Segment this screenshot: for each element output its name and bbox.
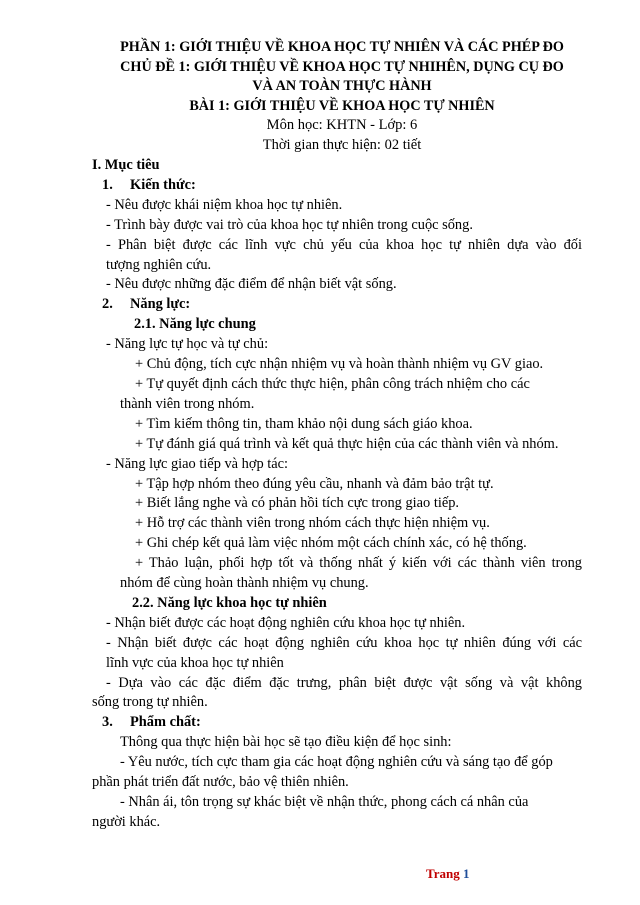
list-item: - Nêu được khái niệm khoa học tự nhiên. [106, 196, 343, 213]
list-item: + Hỗ trợ các thành viên trong nhóm cách thực hiện nhiệm vụ. [135, 515, 490, 532]
list-item: - Trình bày được vai trò của khoa học tự nhiên trong cuộc sống. [106, 216, 473, 233]
list-item: + Ghi chép kết quả làm việc nhóm một cách chính xác, có hệ thống. [135, 535, 527, 552]
list-item: + Chủ động, tích cực nhận nhiệm vụ và hoàn thành nhiệm vụ GV giao. [135, 356, 544, 373]
subsection-heading [92, 176, 582, 196]
subsection-title: Phẩm chất: [130, 714, 201, 731]
list-item: + Thảo luận, phối hợp tốt và thống nhất ý kiến với các thành viên trong [135, 555, 582, 572]
list-item: - Yêu nước, tích cực tham gia các hoạt động nghiên cứu và sáng tạo để góp [120, 754, 553, 771]
subsection-number: 2. [102, 296, 113, 313]
list-item: + Tự quyết định cách thức thực hiện, phân công trách nhiệm cho các [135, 375, 530, 392]
subsection-number: 1. [102, 176, 113, 193]
subject-line: Môn học: KHTN - Lớp: 6 [266, 117, 418, 133]
page-number: 1 [462, 866, 470, 881]
list-item: + Tự đánh giá quá trình và kết quả thực hiện của các thành viên và nhóm. [135, 435, 559, 452]
paragraph: Thông qua thực hiện bài học sẽ tạo điều kiện để học sinh: [120, 734, 452, 751]
topic-title-cont: VÀ AN TOÀN THỰC HÀNH [252, 78, 432, 94]
list-item: - Nhận biết được các hoạt động nghiên cứu khoa học tự nhiên đúng với các [106, 634, 582, 651]
duration-line: Thời gian thực hiện: 02 tiết [262, 136, 422, 153]
page-footer [426, 866, 469, 882]
subsubsection-heading: 2.2. Năng lực khoa học tự nhiên [132, 594, 327, 611]
section-heading: I. Mục tiêu [92, 157, 160, 173]
lesson-title: BÀI 1: GIỚI THIỆU VỀ KHOA HỌC TỰ NHIÊN [189, 97, 495, 114]
list-item: - Nêu được những đặc điểm để nhận biết vật sống. [106, 276, 397, 293]
subsection-heading [92, 295, 582, 315]
page-label: Trang [426, 866, 460, 881]
list-item-cont: sống trong tự nhiên. [92, 694, 208, 711]
list-item: - Năng lực giao tiếp và hợp tác: [106, 455, 289, 472]
list-item-cont: người khác. [92, 813, 161, 830]
list-item-cont: phần phát triển đất nước, bảo vệ thiên nhiên. [92, 774, 349, 791]
list-item: - Dựa vào các đặc điểm đặc trưng, phân biệt được vật sống và vật không [106, 674, 582, 691]
subsection-title: Kiến thức: [130, 176, 196, 193]
subsection-heading [92, 713, 582, 733]
list-item: + Tìm kiếm thông tin, tham khảo nội dung sách giáo khoa. [135, 415, 473, 432]
topic-title: CHỦ ĐỀ 1: GIỚI THIỆU VỀ KHOA HỌC TỰ NHIHÊN, DỤNG CỤ ĐO [120, 58, 564, 75]
subsection-number: 3. [102, 714, 113, 731]
document-body [92, 156, 582, 833]
list-item-cont: lĩnh vực của khoa học tự nhiên [106, 654, 284, 671]
subsubsection-heading: 2.1. Năng lực chung [134, 316, 256, 333]
list-item: + Biết lắng nghe và có phản hồi tích cực trong giao tiếp. [135, 495, 460, 512]
list-item-cont: thành viên trong nhóm. [120, 395, 255, 412]
subsection-title: Năng lực: [130, 296, 191, 313]
list-item: - Năng lực tự học và tự chủ: [106, 336, 269, 353]
list-item-cont: tượng nghiên cứu. [106, 256, 212, 273]
list-item: + Tập hợp nhóm theo đúng yêu cầu, nhanh và đảm bảo trật tự. [135, 475, 494, 492]
document-header [104, 38, 580, 155]
list-item: - Phân biệt được các lĩnh vực chủ yếu của khoa học tự nhiên dựa vào đối [106, 236, 582, 253]
list-item: - Nhận biết được các hoạt động nghiên cứu khoa học tự nhiên. [106, 614, 466, 631]
list-item-cont: nhóm để cùng hoàn thành nhiệm vụ chung. [120, 575, 369, 592]
list-item: - Nhân ái, tôn trọng sự khác biệt về nhận thức, phong cách cá nhân của [120, 794, 529, 810]
part-title: PHẦN 1: GIỚI THIỆU VỀ KHOA HỌC TỰ NHIÊN VÀ CÁC PHÉP ĐO [120, 39, 564, 55]
